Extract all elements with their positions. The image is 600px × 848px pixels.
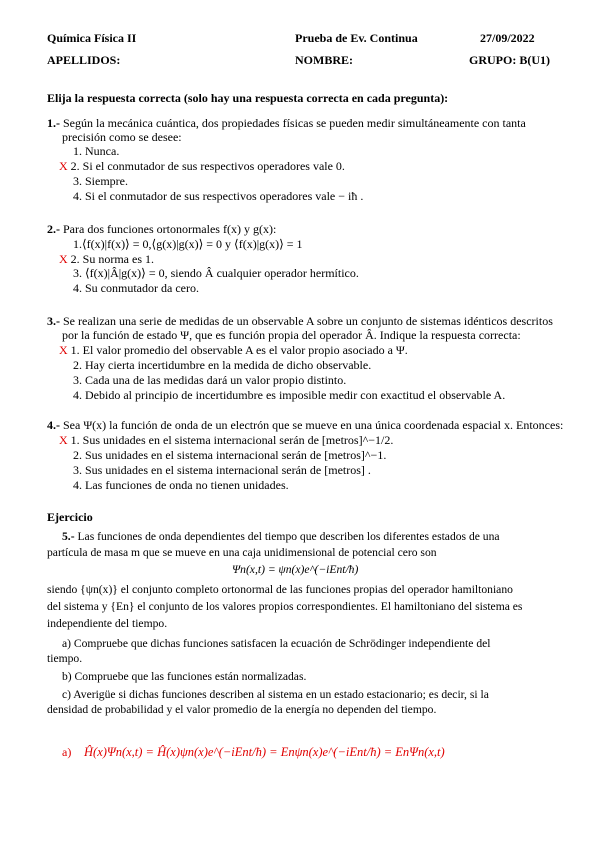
question-4-option-1: X 1. Sus unidades en el sistema internacional serán de [metros]^−1/2. xyxy=(59,433,394,447)
exercise-paragraph-line-3: independiente del tiempo. xyxy=(47,617,168,630)
question-4-option-3: 3. Sus unidades en el sistema internacional serán de [metros] . xyxy=(73,463,371,477)
question-1-stem-cont: precisión como se desee: xyxy=(62,130,182,144)
question-2-stem: 2.- Para dos funciones ortonormales f(x) y g(x): xyxy=(47,222,277,236)
exercise-title: Ejercicio xyxy=(47,510,93,524)
question-1-option-3: 3. Siempre. xyxy=(73,174,128,188)
question-4-stem: 4.- Sea Ψ(x) la función de onda de un electrón que se mueve en una única coordenada espacial x. Entonces: xyxy=(47,418,564,432)
question-1-option-4: 4. Si el conmutador de sus respectivos operadores vale − iħ . xyxy=(73,189,364,203)
answer-label: a) xyxy=(62,745,72,759)
question-3-option-4: 4. Debido al principio de incertidumbre es imposible medir con exactitud el observable A. xyxy=(73,388,506,402)
exercise-part-c-cont: densidad de probabilidad y el valor promedio de la energía no dependen del tiempo. xyxy=(47,703,437,716)
question-2-option-4: 4. Su conmutador da cero. xyxy=(73,281,199,295)
question-3-stem-cont: por la función de estado Ψ, que es función propia del operador Â. Indique la respuesta correcta: xyxy=(62,328,521,342)
exercise-part-a-cont: tiempo. xyxy=(47,652,83,665)
question-1-stem: 1.- Según la mecánica cuántica, dos propiedades físicas se pueden medir simultáneamente con tanta xyxy=(47,116,526,130)
question-3-stem: 3.- Se realizan una serie de medidas de un observable A sobre un conjunto de sistemas idénticos descritos xyxy=(47,314,553,328)
course-title: Química Física II xyxy=(47,31,137,45)
nombre-label: NOMBRE: xyxy=(295,53,353,67)
question-3-option-3: 3. Cada una de las medidas dará un valor propio distinto. xyxy=(73,373,347,387)
answer-mark: X xyxy=(59,159,68,173)
question-2-option-2: X 2. Su norma es 1. xyxy=(59,252,154,266)
exercise-part-a: a) Compruebe que dichas funciones satisfacen la ecuación de Schrödinger independiente del xyxy=(62,637,491,650)
exercise-part-c: c) Averigüe si dichas funciones describen al sistema en un estado estacionario; es decir, si la xyxy=(62,688,489,701)
answer-mark: X xyxy=(59,343,68,357)
question-4-option-2: 2. Sus unidades en el sistema internacional serán de [metros]^−1. xyxy=(73,448,387,462)
exercise-intro: 5.- Las funciones de onda dependientes del tiempo que describen los diferentes estados de una xyxy=(62,530,500,543)
question-2-option-1: 1.⟨f(x)|f(x)⟩ = 0,⟨g(x)|g(x)⟩ = 0 y ⟨f(x)|g(x)⟩ = 1 xyxy=(73,237,303,251)
apellidos-label: APELLIDOS: xyxy=(47,53,121,67)
exercise-intro-cont: partícula de masa m que se mueve en una caja unidimensional de potencial cero son xyxy=(47,546,437,559)
question-1-option-1: 1. Nunca. xyxy=(73,144,120,158)
exercise-part-b: b) Compruebe que las funciones están normalizadas. xyxy=(62,670,307,683)
exam-date: 27/09/2022 xyxy=(480,31,535,45)
answer-mark: X xyxy=(59,252,68,266)
question-3-option-2: 2. Hay cierta incertidumbre en la medida de dicho observable. xyxy=(73,358,372,372)
exercise-paragraph-line-2: del sistema y {En} el conjunto de los valores propios correspondientes. El hamiltoniano del sistema es xyxy=(47,600,523,613)
question-4-option-4: 4. Las funciones de onda no tienen unidades. xyxy=(73,478,289,492)
instructions: Elija la respuesta correcta (solo hay una respuesta correcta en cada pregunta): xyxy=(47,91,449,105)
question-1-option-2: X 2. Si el conmutador de sus respectivos operadores vale 0. xyxy=(59,159,345,173)
answer-mark: X xyxy=(59,433,68,447)
question-3-option-1: X 1. El valor promedio del observable A es el valor propio asociado a Ψ. xyxy=(59,343,408,357)
exercise-paragraph-line-1: siendo {ψn(x)} el conjunto completo ortonormal de las funciones propias del operador hamiltoniano xyxy=(47,583,513,596)
exam-title: Prueba de Ev. Continua xyxy=(295,31,418,45)
grupo-label: GRUPO: B(U1) xyxy=(469,53,550,67)
answer-equation: Ĥ(x)Ψn(x,t) = Ĥ(x)ψn(x)e^(−iEnt/ħ) = Enψn(x)e^(−iEnt/ħ) = EnΨn(x,t) xyxy=(84,745,445,759)
question-2-option-3: 3. ⟨f(x)|Â|g(x)⟩ = 0, siendo Â cualquier operador hermítico. xyxy=(73,266,359,280)
exercise-equation: Ψn(x,t) = ψn(x)e^(−iEnt/ħ) xyxy=(232,563,359,576)
